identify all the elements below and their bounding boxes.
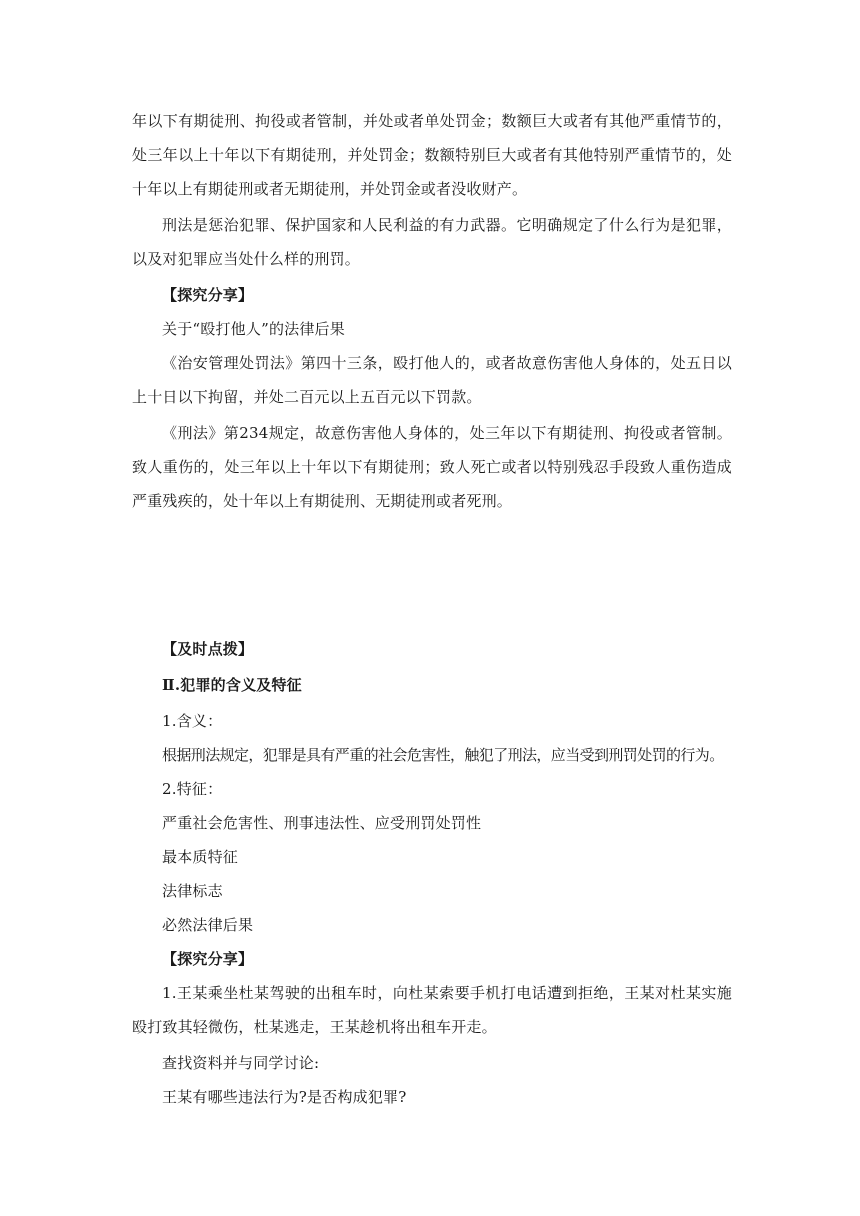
feature-note-legal-sign: 法律标志 [162,882,223,900]
explore-share-heading-1: 【探究分享】 [162,286,254,304]
case-paragraph: 1.王某乘坐杜某驾驶的出租车时，向杜某索要手机打电话遭到拒绝，王某对杜某实施殴打致其轻微伤，杜某逃走，王某趁机将出租车开走。 [132,984,732,1036]
discussion-question: 王某有哪些违法行为?是否构成犯罪? [162,1088,407,1106]
explore-share-heading-2: 【探究分享】 [162,950,254,968]
item-label-meaning: 1.含义： [162,712,223,730]
feature-note-consequence: 必然法律后果 [162,916,254,934]
crime-definition: 根据刑法规定，犯罪是具有严重的社会危害性，触犯了刑法，应当受到刑罚处罚的行为。 [162,746,724,764]
item-label-features: 2.特征： [162,780,223,798]
discussion-task: 查找资料并与同学讨论: [162,1054,320,1072]
law-paragraph-criminal-law-234: 《刑法》第234规定，故意伤害他人身体的，处三年以下有期徒刑、拘役或者管制。致人重伤的，处三年以上十年以下有期徒刑；致人死亡或者以特别残忍手段致人重伤造成严重残疾的，处十年以上有期徒刑、无期徒刑或者死刑。 [132,424,732,510]
feature-note-essential: 最本质特征 [162,848,239,866]
paragraph-criminal-law-role: 刑法是惩治犯罪、保护国家和人民利益的有力武器。它明确规定了什么行为是犯罪，以及对犯罪应当处什么样的刑罚。 [132,216,732,268]
tips-heading: 【及时点拨】 [162,640,254,658]
section-title: Ⅱ.犯罪的含义及特征 [162,676,302,694]
paragraph-penalty-continuation: 年以下有期徒刑、拘役或者管制，并处或者单处罚金；数额巨大或者有其他严重情节的，处三年以上十年以下有期徒刑，并处罚金；数额特别巨大或者有其他特别严重情节的，处十年以上有期徒刑或者无期徒刑，并处罚金或者没收财产。 [132,112,732,198]
topic-line: 关于“殴打他人”的法律后果 [162,320,345,338]
features-list: 严重社会危害性、刑事违法性、应受刑罚处罚性 [162,814,482,832]
law-paragraph-public-security: 《治安管理处罚法》第四十三条，殴打他人的，或者故意伤害他人身体的，处五日以上十日以下拘留，并处二百元以上五百元以下罚款。 [132,354,732,406]
